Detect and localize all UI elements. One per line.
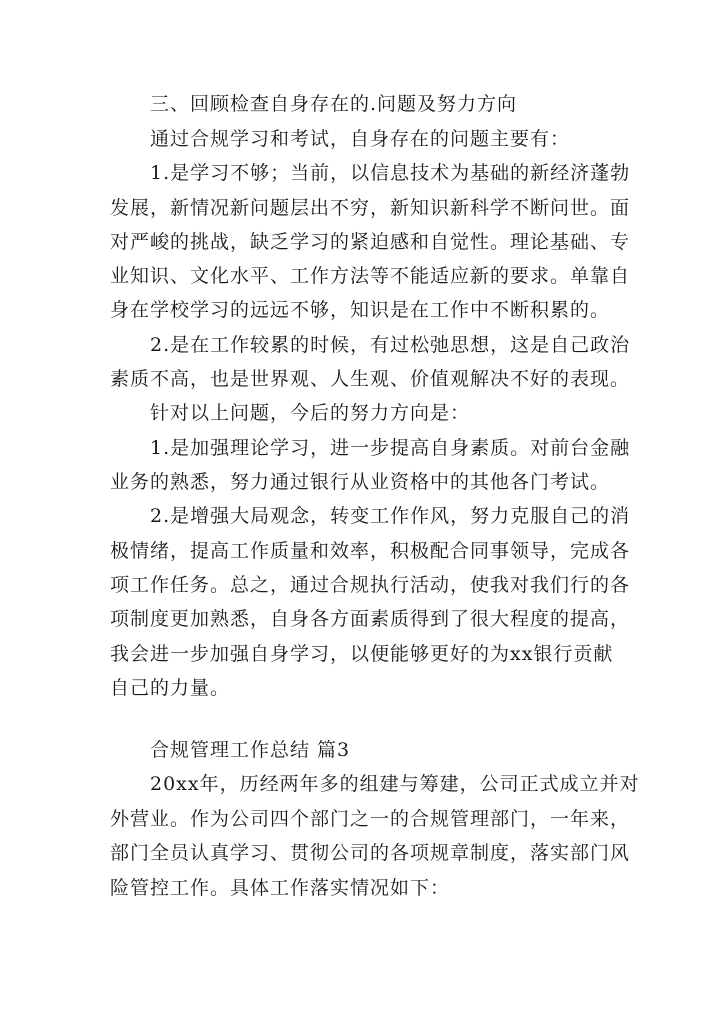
- paragraph-line: 发展，新情况新问题层出不穷，新知识新科学不断问世。面: [110, 197, 631, 219]
- paragraph-line: 2.是增强大局观念，转变工作作风，努力克服自己的消: [150, 505, 631, 527]
- paragraph-line: 2.是在工作较累的时候，有过松弛思想，这是自己政治: [150, 334, 631, 356]
- paragraph-line: 业务的熟悉，努力通过银行从业资格中的其他各门考试。: [110, 471, 611, 493]
- paragraph-line: 通过合规学习和考试，自身存在的问题主要有：: [150, 128, 571, 150]
- paragraph-line: 极情绪，提高工作质量和效率，积极配合同事领导，完成各: [110, 540, 631, 562]
- paragraph-line: 项工作任务。总之，通过合规执行活动，使我对我们行的各: [110, 574, 631, 596]
- paragraph-line: 1.是学习不够；当前，以信息技术为基础的新经济蓬勃: [150, 162, 631, 184]
- paragraph-line: 外营业。作为公司四个部门之一的合规管理部门，一年来，: [110, 808, 631, 830]
- paragraph-line: 身在学校学习的远远不够，知识是在工作中不断积累的。: [110, 299, 611, 321]
- paragraph-line: 自己的力量。: [110, 677, 231, 699]
- paragraph-line: 部门全员认真学习、贯彻公司的各项规章制度，落实部门风: [110, 842, 631, 864]
- paragraph-line: 我会进一步加强自身学习，以便能够更好的为xx银行贡献: [110, 643, 614, 665]
- paragraph-line: 对严峻的挑战，缺乏学习的紧迫感和自觉性。理论基础、专: [110, 231, 631, 253]
- paragraph-line: 险管控工作。具体工作落实情况如下：: [110, 877, 451, 899]
- paragraph-line: 项制度更加熟悉，自身各方面素质得到了很大程度的提高，: [110, 608, 631, 630]
- section-title: 合规管理工作总结 篇3: [150, 739, 351, 761]
- paragraph-line: 1.是加强理论学习，进一步提高自身素质。对前台金融: [150, 437, 631, 459]
- section-heading: 三、回顾检查自身存在的.问题及努力方向: [150, 93, 518, 115]
- paragraph-line: 针对以上问题，今后的努力方向是：: [150, 402, 471, 424]
- paragraph-line: 业知识、文化水平、工作方法等不能适应新的要求。单靠自: [110, 265, 631, 287]
- paragraph-line: 20xx年，历经两年多的组建与筹建，公司正式成立并对: [150, 773, 640, 795]
- paragraph-line: 素质不高，也是世界观、人生观、价值观解决不好的表现。: [110, 368, 631, 390]
